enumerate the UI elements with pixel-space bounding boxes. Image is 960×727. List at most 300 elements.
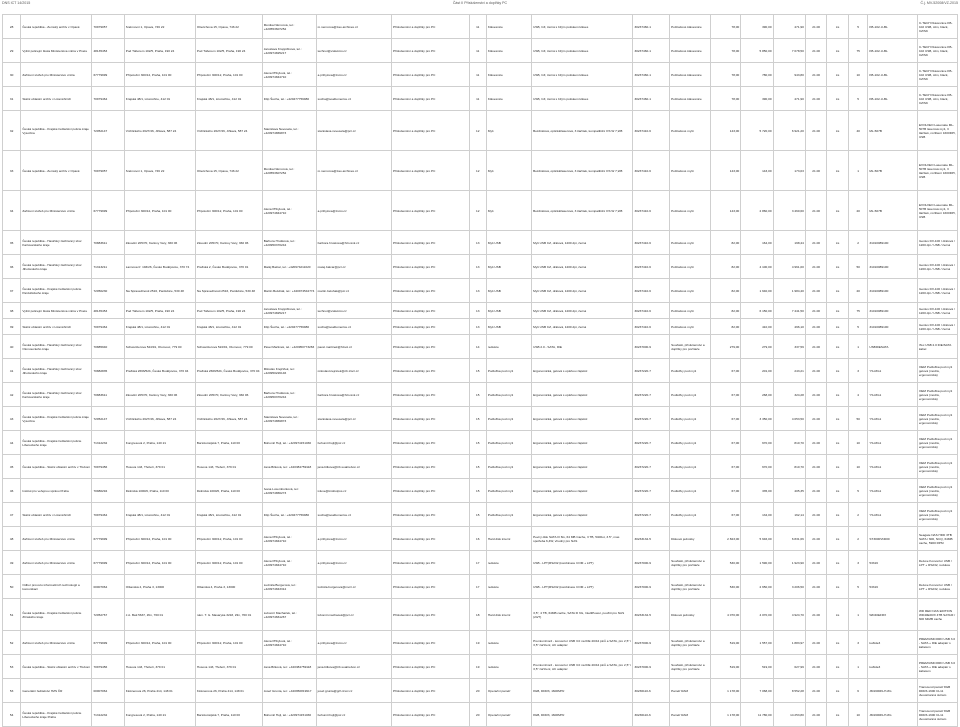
cell-item-number: 11 [469, 63, 486, 87]
cell-cpv-name: Paměť RAM [670, 679, 711, 703]
cell-contact-person: Bohumil Hojl, tel.: +420974151030 [262, 703, 316, 727]
table-row [3, 111, 958, 151]
cell-unit: ks [827, 527, 849, 551]
cell-category: Příslušenství a doplňky pro PC [392, 455, 470, 479]
cell-item-number: 15 [469, 407, 486, 431]
cell-contact-person: Jana Bílková, tel.: +420384759118 [262, 655, 316, 679]
cell-company-id: 72052147 [92, 407, 124, 431]
cell-unit-price: 67,00 [711, 383, 741, 407]
cell-product-code: ML-507B [868, 151, 918, 191]
cell-item-number: 15 [469, 431, 486, 455]
cell-category: Příslušenství a doplňky pro PC [392, 551, 470, 575]
cell-cpv-code: 30237460-1 [633, 87, 670, 111]
cell-customer-name: Česká republika - Hasičský záchranný sbor Karlovarského kraje [21, 383, 92, 407]
cell-cpv-name: Počítačové klávesnice [670, 63, 711, 87]
cell-vat-rate: 21.00 [805, 703, 827, 727]
table-row [3, 231, 958, 255]
cell-unit-price: 82,00 [711, 303, 741, 319]
cell-unit: ks [827, 359, 849, 383]
cell-delivery-address: Pražská 2666/52b, České Budějovice, 370 04 [195, 359, 262, 383]
cell-product-code: ST3000VN000 [868, 527, 918, 551]
cell-delivery-address: Olterichova 15, Opava, 746 22 [195, 15, 262, 39]
cell-delivery-address: Bartolomějská 7, Praha, 110 00 [195, 431, 262, 455]
cell-cpv-name: Součásti, příslušenství a doplňky pro počítače [670, 655, 711, 679]
page-header [0, 0, 960, 14]
cell-product-description: OEM Podložka pod myš gelová (modrá, ergonomická) [917, 383, 957, 407]
cell-specification: Ergonomická, gelová s opěrkou zápěstí [532, 503, 633, 527]
cell-unit-price: 78,00 [711, 15, 741, 39]
cell-item-number: 12 [469, 151, 486, 191]
cell-vat-rate: 21.00 [805, 359, 827, 383]
cell-quantity: 1 [848, 655, 867, 679]
cell-total-with-vat: 810,70 [773, 455, 805, 479]
cell-customer-name: Česká republika - Státní oblastní archiv v Třeboni [21, 455, 92, 479]
cell-item-name: redukce [486, 631, 531, 655]
cell-cpv-code: 30237410-6 [633, 255, 670, 279]
cell-specification: 3,5", 4 TB, 64MB cache, SATA III 6G, IntelliPower, použití pro NAS (24/7) [532, 599, 633, 631]
cell-contact-email: josef.grunta@grh.izscr.cz [316, 679, 391, 703]
cell-contact-person: Jaroslava Kroppičková, tel.: +420974825217 [262, 303, 316, 319]
cell-total-with-vat: 4 053,50 [773, 407, 805, 431]
cell-total-with-vat: 471,90 [773, 87, 805, 111]
cell-item-name: redukce [486, 655, 531, 679]
cell-seat-address: Závodní 205/70, Karlovy Vary, 360 06 [124, 383, 195, 407]
cell-total-without-vat: 519,00 [741, 655, 773, 679]
cell-contact-email: m.nemcova@zao.archives.cz [316, 151, 391, 191]
cell-total-without-vat: 7 068,00 [741, 679, 773, 703]
cell-unit: ks [827, 655, 849, 679]
table-row [3, 15, 958, 39]
cell-specification: Ergonomická, gelová s opěrkou zápěstí [532, 431, 633, 455]
cell-total-with-vat: 6 831,66 [773, 527, 805, 551]
cell-customer-name: Česká republika - Krajské ředitelství policie Libereckého kraje [21, 431, 92, 455]
cell-unit-price: 67,00 [711, 455, 741, 479]
cell-total-without-vat: 670,00 [741, 455, 773, 479]
cell-contact-person: Stanislava Nevesela, tel.: +420974869873 [262, 407, 316, 431]
cell-item-name: Myš [486, 111, 531, 151]
cell-vat-rate: 21.00 [805, 655, 827, 679]
cell-unit: ks [827, 631, 849, 655]
cell-quantity: 3 [848, 359, 867, 383]
table-row [3, 407, 958, 431]
cell-category: Příslušenství a doplňky pro PC [392, 407, 470, 431]
cell-cpv-name: Paměť RAM [670, 703, 711, 727]
cell-item-number: 13 [469, 303, 486, 319]
cell-category: Příslušenství a doplňky pro PC [392, 335, 470, 359]
cell-cpv-name: Počítačové myši [670, 319, 711, 335]
cell-item-name: Myš [486, 151, 531, 191]
cell-row-number: 52 [3, 631, 21, 655]
cell-total-with-vat: 337,59 [773, 335, 805, 359]
cell-item-name: Podložka pod myš [486, 383, 531, 407]
cell-seat-address: Kongresová 2, Praha, 140 21 [124, 431, 195, 455]
cell-product-code: ku3ide3 [868, 655, 918, 679]
cell-company-id: 00007064 [92, 575, 124, 599]
cell-category: Příslušenství a doplňky pro PC [392, 303, 470, 319]
cell-cpv-code: 30233132-5 [633, 527, 670, 551]
cell-vat-rate: 21.00 [805, 111, 827, 151]
cell-total-with-vat: 1 883,97 [773, 631, 805, 655]
cell-item-number: 12 [469, 111, 486, 151]
table-row [3, 279, 958, 303]
cell-cpv-code: 30236110-6 [633, 703, 670, 727]
table-row [3, 319, 958, 335]
cell-category: Příslušenství a doplňky pro PC [392, 655, 470, 679]
cell-contact-person: Lubomír Machaček, tel.: +420974661267 [262, 599, 316, 631]
cell-product-description: C-TECH Klávesnice KB-102 USB, slim, black, CZ/SK [917, 87, 957, 111]
cell-customer-name: Česká republika - Hasičský záchranný sbor Karlovarského kraje [21, 231, 92, 255]
cell-unit: ks [827, 231, 849, 255]
cell-category: Příslušenství a doplňky pro PC [392, 431, 470, 455]
cell-item-name: Myš USB [486, 303, 531, 319]
cell-unit-price: 78,00 [711, 63, 741, 87]
cell-total-with-vat: 3 206,50 [773, 575, 805, 599]
cell-specification: Pevný disk SATA III 6G, 64 MB Cache, 3 TB, 5400ot, 3.5", max. spotřeba 6,4W, vhodný pro NAS [532, 527, 633, 551]
cell-company-id: 70979456 [92, 655, 124, 679]
tender-reference: DNS ICT 14/2015 [2, 1, 31, 5]
cell-quantity: 3 [848, 631, 867, 655]
cell-seat-address: Kongresová 2, Praha, 140 21 [124, 703, 195, 727]
cell-quantity: 50 [848, 407, 867, 431]
cell-specification: Bezdrátová, optická/laserová, 3 tlačítek, kompatibilní OS W 7,W8 [532, 111, 633, 151]
cell-unit-price: 143,00 [711, 111, 741, 151]
cell-product-description: Genius DX-100 / drátová / 1200 dpi / USB / černá [917, 255, 957, 279]
cell-category: Příslušenství a doplňky pro PC [392, 63, 470, 87]
cell-product-code: 53316 [868, 551, 918, 575]
cell-contact-email: martin.beluhak@pcr.cz [316, 279, 391, 303]
cell-row-number: 47 [3, 503, 21, 527]
cell-quantity: 2 [848, 527, 867, 551]
cell-customer-name: Česká republika - Státní oblastní archiv v Třeboni [21, 655, 92, 679]
cell-contact-email: sucha@soalitomerice.cz [316, 87, 391, 111]
cell-contact-email: jana.bilkova@trb.soaitrebon.cz [316, 455, 391, 479]
cell-total-without-vat: 2 860,00 [741, 191, 773, 231]
cell-seat-address: Přípotoční 300/12, Praha, 101 00 [124, 191, 195, 231]
cell-contact-email: technot@vskukmv.cz [316, 39, 391, 63]
cell-category: Příslušenství a doplňky pro PC [392, 383, 470, 407]
cell-item-name: Klávesnice [486, 39, 531, 63]
cell-item-number: 19 [469, 655, 486, 679]
cell-specification: USB, CZ, černá s bílým potiskem kláves [532, 63, 633, 87]
cell-contact-person: Alena Přibylová, tel.: +420974844710 [262, 551, 316, 575]
cell-unit: ks [827, 383, 849, 407]
cell-company-id: 48135453 [92, 39, 124, 63]
cell-total-without-vat: 410,00 [741, 319, 773, 335]
cell-seat-address: Lannova tř. 193/26, České Budějovice, 370 74 [124, 255, 195, 279]
cell-total-without-vat: 3 350,00 [741, 407, 773, 431]
cell-contact-email: bohumil.hojl@pcr.cz [316, 703, 391, 727]
cell-company-id: 72052147 [92, 111, 124, 151]
cell-contact-person: Matěj Balcar, tel.: +420974211020 [262, 255, 316, 279]
cell-product-description: Genius DX-100 / drátová / 1200 dpi / USB / černá [917, 303, 957, 319]
cell-contact-email: a.pribylova@zsmv.cz [316, 191, 391, 231]
cell-customer-name: Vyšší policejní škola Ministerstva vnitra v Praze [21, 39, 92, 63]
cell-product-description: Genius DX-100 / drátová / 1200 dpi / USB / černá [917, 279, 957, 303]
cell-quantity: 1 [848, 599, 867, 631]
cell-cpv-code: 30237220-7 [633, 407, 670, 431]
cell-customer-name: Zařízení služeb pro Ministerstvo vnitra [21, 527, 92, 551]
cell-delivery-address: Vrchlického 2627/46, Jihlava, 587 24 [195, 111, 262, 151]
cell-contact-email: ludmila.burgerova@mvcr.cz [316, 575, 391, 599]
cell-row-number: 53 [3, 679, 21, 703]
cell-vat-rate: 21.00 [805, 407, 827, 431]
cell-item-number: 13 [469, 255, 486, 279]
cell-cpv-code: 30237460-1 [633, 63, 670, 87]
cell-vat-rate: 21.00 [805, 303, 827, 319]
cell-seat-address: J.A. Bati 5637, Zlín, 760 01 [124, 599, 195, 631]
table-row [3, 335, 958, 359]
cell-category: Příslušenství a doplňky pro PC [392, 359, 470, 383]
cell-category: Příslušenství a doplňky pro PC [392, 599, 470, 631]
cell-unit: ks [827, 111, 849, 151]
cell-cpv-name: Podložky pod myš [670, 359, 711, 383]
cell-unit: ks [827, 151, 849, 191]
cell-vat-rate: 21.00 [805, 503, 827, 527]
cell-company-id: 70979057 [92, 15, 124, 39]
cell-contact-email: barbora.hruskova@hzs-kvk.cz [316, 231, 391, 255]
cell-delivery-address: Závodní 205/70, Karlovy Vary, 360 06 [195, 231, 262, 255]
cell-quantity: 5 [848, 15, 867, 39]
cell-cpv-code: 30237220-7 [633, 455, 670, 479]
cell-product-description: OEM Podložka pod myš gelová (modrá, ergonomická) [917, 479, 957, 503]
cell-total-with-vat: 405,35 [773, 479, 805, 503]
cell-cpv-code: 30236110-6 [633, 679, 670, 703]
cell-company-id: 70979464 [92, 503, 124, 527]
cell-unit: ks [827, 87, 849, 111]
cell-customer-name: Zařízení služeb pro Ministerstvo vnitra [21, 191, 92, 231]
cell-unit-price: 67,00 [711, 479, 741, 503]
cell-seat-address: Přípotoční 300/12, Praha, 101 00 [124, 63, 195, 87]
cell-item-number: 20 [469, 703, 486, 727]
cell-quantity: 4 [848, 383, 867, 407]
cell-company-id: 70980294 [92, 479, 124, 503]
cell-cpv-code: 30237220-7 [633, 431, 670, 455]
table-row [3, 255, 958, 279]
cell-specification: USB 2.0 - SATA, IDE [532, 335, 633, 359]
cell-seat-address: Krajská 48/1, Litoměřice, 412 01 [124, 319, 195, 335]
cell-contact-person: Monika Němcová, tel.: +420553607252 [262, 15, 316, 39]
cell-total-without-vat: 268,00 [741, 383, 773, 407]
cell-specification: Ergonomická, gelová s opěrkou zápěstí [532, 407, 633, 431]
cell-customer-name: Česká republika - Krajské ředitelství policie kraje Vysočina [21, 407, 92, 431]
cell-contact-person: Alena Přibylová, tel.: +420974844710 [262, 63, 316, 87]
cell-product-code: KB-102-U-BL [868, 63, 918, 87]
cell-unit-price: 143,00 [711, 151, 741, 191]
cell-row-number: 45 [3, 455, 21, 479]
cell-product-description: OEM Podložka pod myš gelová (modrá, ergonomická) [917, 359, 957, 383]
cell-product-description: OEM Podložka pod myš gelová (modrá, ergonomická) [917, 503, 957, 527]
cell-delivery-address: Na Spravedlnosti 2516, Pardubice, 530 48 [195, 279, 262, 303]
cell-cpv-name: Podložky pod myš [670, 479, 711, 503]
cell-item-name: redukce [486, 575, 531, 599]
cell-contact-email: sucha@soalitomerice.cz [316, 319, 391, 335]
cell-quantity: 6 [848, 679, 867, 703]
cell-contact-email: pavel.martinek@hzsol.cz [316, 335, 391, 359]
cell-total-with-vat: 943,80 [773, 63, 805, 87]
cell-total-with-vat: 162,14 [773, 503, 805, 527]
cell-total-with-vat: 173,03 [773, 151, 805, 191]
cell-vat-rate: 21.00 [805, 279, 827, 303]
table-row [3, 87, 958, 111]
cell-unit-price: 519,00 [711, 655, 741, 679]
cell-total-with-vat: 7 441,50 [773, 303, 805, 319]
cell-contact-person: Bohumil Hojl, tel.: +420974151030 [262, 431, 316, 455]
cell-unit-price: 530,00 [711, 551, 741, 575]
cell-row-number: 48 [3, 527, 21, 551]
cell-vat-rate: 21.00 [805, 527, 827, 551]
cell-customer-name: Česká republika - Zemský archiv v Opavě [21, 151, 92, 191]
cell-specification: Myš USB CZ, drátová, 1200 dpi, černá [532, 279, 633, 303]
cell-quantity: 2 [848, 231, 867, 255]
cell-total-with-vat: 243,21 [773, 359, 805, 383]
cell-quantity: 1 [848, 335, 867, 359]
cell-total-with-vat: 471,90 [773, 15, 805, 39]
cell-vat-rate: 21.00 [805, 551, 827, 575]
cell-cpv-name: Počítačové myši [670, 279, 711, 303]
table-row [3, 455, 958, 479]
cell-unit-price: 519,00 [711, 631, 741, 655]
cell-contact-email: matej.balcar@pcr.cz [316, 255, 391, 279]
cell-row-number: 51 [3, 599, 21, 631]
cell-category: Příslušenství a doplňky pro PC [392, 679, 470, 703]
cell-item-number: 11 [469, 15, 486, 39]
cell-category: Příslušenství a doplňky pro PC [392, 151, 470, 191]
cell-unit-price: 143,00 [711, 191, 741, 231]
cell-unit: ks [827, 319, 849, 335]
cell-row-number: 54 [3, 703, 21, 727]
cell-unit: ks [827, 551, 849, 575]
table-row [3, 503, 958, 527]
cell-contact-person: Filip Šucha, tel.: +420477759980 [262, 503, 316, 527]
cell-product-code: YS-MG1 [868, 455, 918, 479]
cell-contact-person: Martin Beluhák, tel.: +420974542774 [262, 279, 316, 303]
cell-unit: ks [827, 15, 849, 39]
cell-row-number: 29 [3, 39, 21, 63]
cell-specification: Myš USB CZ, drátová, 1200 dpi, černá [532, 231, 633, 255]
cell-total-with-vat: 1 984,40 [773, 279, 805, 303]
cell-item-name: Klávesnice [486, 63, 531, 87]
cell-row-number: 30 [3, 63, 21, 87]
cell-item-number: 12 [469, 191, 486, 231]
cell-contact-person: Josef Grunta, tel.: +420950819917 [262, 679, 316, 703]
cell-specification: Ergonomická, gelová s opěrkou zápěstí [532, 383, 633, 407]
cell-vat-rate: 21.00 [805, 319, 827, 335]
cell-vat-rate: 21.00 [805, 255, 827, 279]
cell-category: Příslušenství a doplňky pro PC [392, 527, 470, 551]
cell-cpv-name: Diskové jednotky [670, 527, 711, 551]
cell-item-name: Myš [486, 191, 531, 231]
cell-contact-email: ivluxe@institutpvs.cz [316, 479, 391, 503]
cell-contact-person: Ludmila Burgerová, tel.: +420974843312 [262, 575, 316, 599]
cell-vat-rate: 21.00 [805, 191, 827, 231]
cell-category: Příslušenství a doplňky pro PC [392, 191, 470, 231]
cell-specification: USB, CZ, černá s bílým potiskem kláves [532, 15, 633, 39]
cell-total-without-vat: 134,00 [741, 503, 773, 527]
cell-company-id: 67779999 [92, 527, 124, 551]
cell-item-number: 15 [469, 383, 486, 407]
cell-item-name: Myš USB [486, 279, 531, 303]
cell-customer-name: Česká republika - Krajské ředitelství policie kraje Vysočina [21, 111, 92, 151]
cell-category: Příslušenství a doplňky pro PC [392, 111, 470, 151]
cell-specification: Bezdrátová, optická/laserová, 3 tlačítek, kompatibilní OS W 7,W8 [532, 191, 633, 231]
cell-contact-person: Filip Šucha, tel.: +420477759980 [262, 87, 316, 111]
cell-customer-name: Česká republika - Krajské ředitelství policie Pardubického kraje [21, 279, 92, 303]
cell-total-without-vat: 1 640,00 [741, 279, 773, 303]
cell-contact-person: Ivana Luxemburková, tel.: +420974866273 [262, 479, 316, 503]
cell-customer-name: Zařízení služeb pro Ministerstvo vnitra [21, 631, 92, 655]
cell-contact-person: Barbora Hrušková, tel.: +420950370244 [262, 231, 316, 255]
cell-cpv-name: Počítačové myši [670, 111, 711, 151]
cell-item-number: 17 [469, 551, 486, 575]
cell-category: Příslušenství a doplňky pro PC [392, 319, 470, 335]
cell-seat-address: Na Spravedlnosti 2516, Pardubice, 530 48 [124, 279, 195, 303]
cell-total-without-vat: 390,00 [741, 87, 773, 111]
cell-seat-address: Krajská 48/1, Litoměřice, 412 01 [124, 503, 195, 527]
cell-item-name: redukce [486, 551, 531, 575]
cell-company-id: 70885940 [92, 335, 124, 359]
cell-delivery-address: Krajská 48/1, Litoměřice, 412 01 [195, 319, 262, 335]
cell-quantity: 5 [848, 319, 867, 335]
cell-product-code: KB-102-U-BL [868, 15, 918, 39]
cell-row-number: 32 [3, 111, 21, 151]
cell-item-number: 17 [469, 575, 486, 599]
cell-product-description: iTec USB 2.0 IDE/SATA kabel [917, 335, 957, 359]
cell-total-with-vat: 4 961,00 [773, 255, 805, 279]
cell-item-name: redukce [486, 335, 531, 359]
cell-product-description: EVOLVEO Lasemate ML-507B laserová myš, 3 tlačítek, rozlišení 1600DPI, USB [917, 151, 957, 191]
cell-unit-price: 78,00 [711, 39, 741, 63]
cell-unit-price: 1 178,00 [711, 703, 741, 727]
cell-product-code: YS-MG1 [868, 383, 918, 407]
cell-customer-name: Generální ředitelství HZS ČR [21, 679, 92, 703]
cell-category: Příslušenství a doplňky pro PC [392, 87, 470, 111]
cell-total-without-vat: 4 100,00 [741, 255, 773, 279]
cell-product-description: WD RED NAS EDITION WD40EFRX 4TB SATAIII / 600 64MB cache [917, 599, 957, 631]
cell-contact-email: jana.bilkova@trb.soaitrebon.cz [316, 655, 391, 679]
cell-unit-price: 82,00 [711, 255, 741, 279]
cell-unit: ks [827, 679, 849, 703]
cell-total-without-vat: 164,00 [741, 231, 773, 255]
cell-cpv-name: Počítačové myši [670, 303, 711, 319]
cell-company-id: 71312232 [92, 703, 124, 727]
cell-total-without-vat: 1 557,00 [741, 631, 773, 655]
cell-contact-email: lubomir.machacek@pcr.cz [316, 599, 391, 631]
cell-customer-name: Česká republika - Hasičský záchranný sbor Olomouckého kraje [21, 335, 92, 359]
cell-total-without-vat: 6 150,00 [741, 303, 773, 319]
cell-cpv-code: 30233132-5 [633, 599, 670, 631]
cell-row-number: 46 [3, 479, 21, 503]
cell-specification: USB - LPT(RS232 (kombinace COM + LPT) [532, 575, 633, 599]
cell-specification: 8GB, DDR3, 1600MHz [532, 679, 633, 703]
cell-product-code: KB-102-U-BL [868, 87, 918, 111]
document-part-title: Část II Příslušenství a doplňky PC [452, 1, 508, 5]
cell-cpv-code: 30237220-7 [633, 383, 670, 407]
cell-cpv-name: Počítačové klávesnice [670, 39, 711, 63]
cell-row-number: 42 [3, 383, 21, 407]
cell-unit-price: 82,00 [711, 231, 741, 255]
cell-row-number: 28 [3, 15, 21, 39]
cell-delivery-address: Kloknerova 26, Praha 414, 148 01 [195, 679, 262, 703]
cell-product-code: KB-102-U-BL [868, 39, 918, 63]
cell-item-name: Podložka pod myš [486, 479, 531, 503]
cell-cpv-name: Součásti, příslušenství a doplňky pro počítače [670, 575, 711, 599]
cell-vat-rate: 21.00 [805, 575, 827, 599]
cell-unit: ks [827, 431, 849, 455]
cell-cpv-code: 30237220-7 [633, 359, 670, 383]
cell-unit-price: 4 070,00 [711, 599, 741, 631]
cell-item-name: Operační paměť [486, 703, 531, 727]
cell-item-name: Klávesnice [486, 87, 531, 111]
